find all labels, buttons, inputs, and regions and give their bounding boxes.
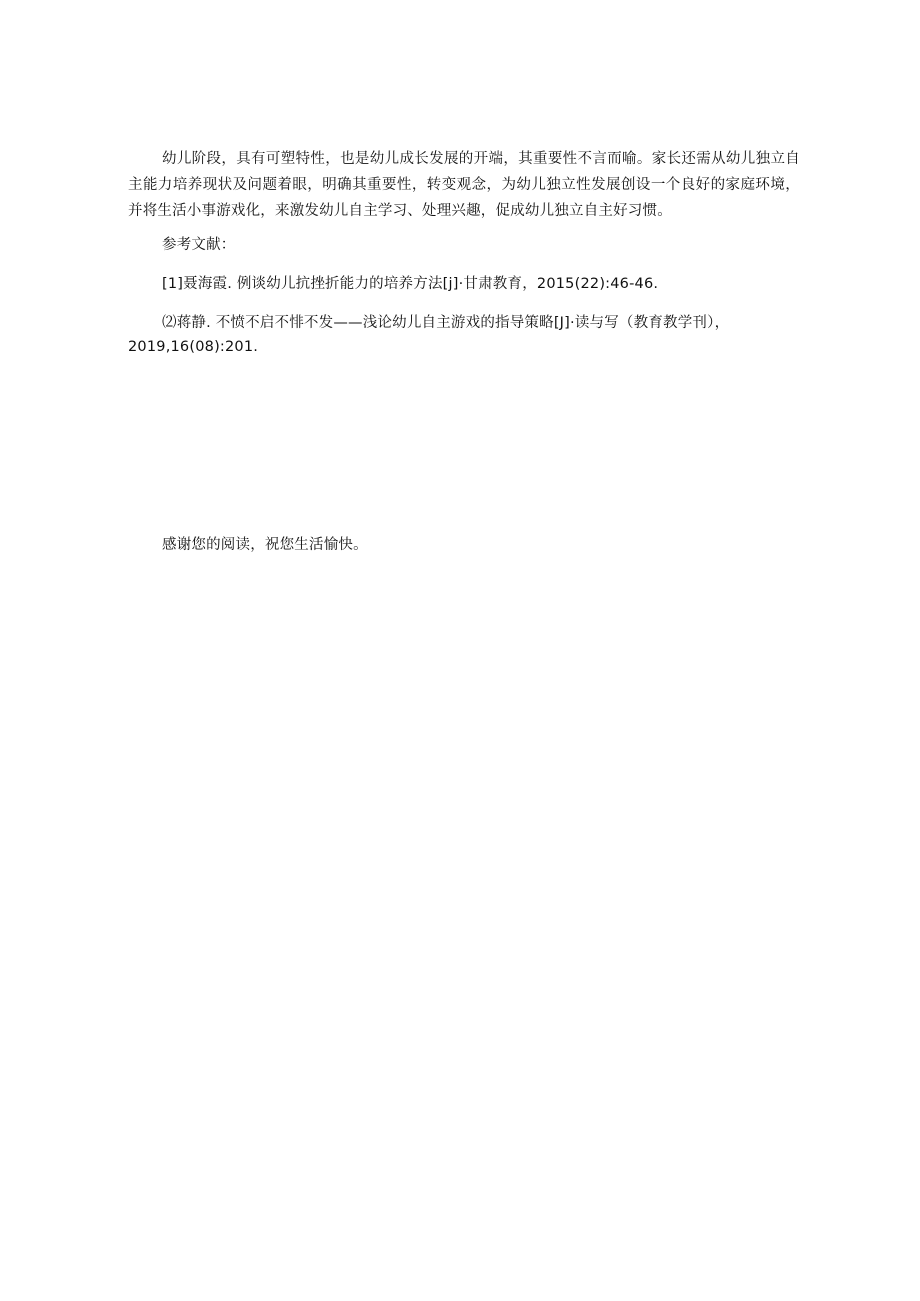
reference-item-continuation: 2019,16(08):201. bbox=[128, 339, 259, 355]
closing-note: 感谢您的阅读，祝您生活愉快。 bbox=[162, 537, 368, 553]
references-heading: 参考文献： bbox=[162, 237, 236, 253]
reference-item: [1]聂海霞. 例谈幼儿抗挫折能力的培养方法[j]·甘肃教育，2015(22):46-46. bbox=[162, 276, 659, 292]
body-paragraph: 幼儿阶段，具有可塑特性，也是幼儿成长发展的开端，其重要性不言而喻。家长还需从幼儿独立自主能力培养现状及问题着眼，明确其重要性，转变观念，为幼儿独立性发展创设一个良好的家庭环境，并将生活小事游戏化，来激发幼儿自主学习、处理兴趣，促成幼儿独立自主好习惯。 bbox=[128, 151, 800, 219]
reference-item-line: ⑵蒋静. 不愤不启不悱不发——浅论幼儿自主游戏的指导策略[J]·读与写（教育教学刊）， bbox=[162, 315, 730, 331]
reference-item bbox=[128, 311, 800, 359]
